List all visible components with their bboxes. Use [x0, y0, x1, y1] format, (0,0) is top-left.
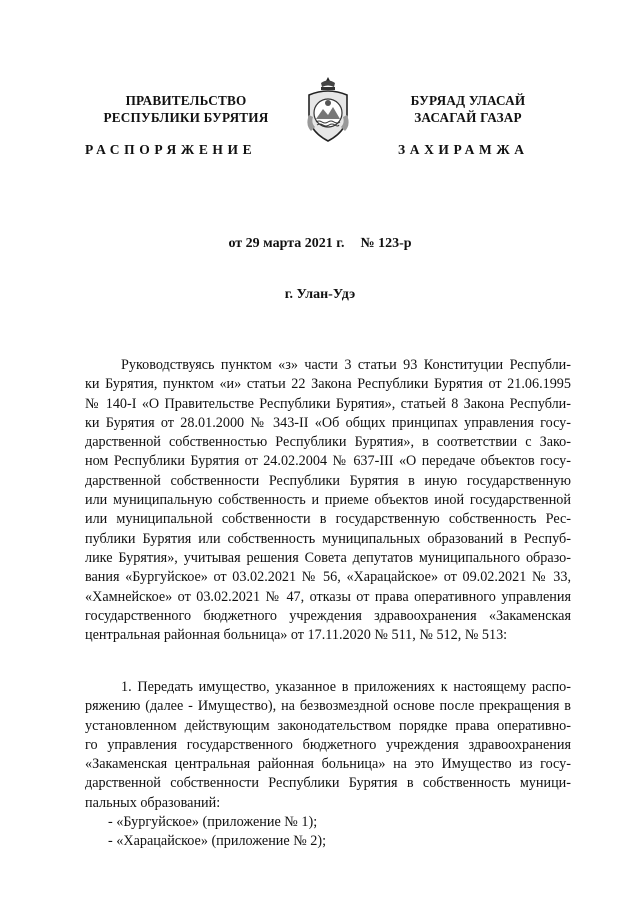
document-date: от 29 марта 2021 г.: [228, 236, 345, 251]
header-right-line2: ЗАСАГАЙ ГАЗАР: [414, 110, 522, 125]
date-number-line: [0, 236, 640, 252]
text-line: или муниципальной собственности в государственную собственность Рес-: [85, 511, 571, 528]
text-line: центральная районная больница» от 17.11.2020 № 511, № 512, № 513:: [85, 627, 508, 644]
header-right-line1: БУРЯАД УЛАСАЙ: [410, 93, 526, 108]
document-number: № 123-р: [360, 236, 412, 251]
text-line: 1. Передать имущество, указанное в приложениях к настоящему распо-: [121, 679, 571, 695]
item-1-paragraph: [85, 678, 571, 813]
text-line: пальных образований:: [85, 794, 221, 811]
text-line: дарственной собственности Республики Бурятия в иную государственную: [85, 472, 571, 489]
text-line: «Закаменская центральная районная больница» на это Имущество из госу-: [85, 756, 571, 773]
list-item: - «Харацайское» (приложение № 2);: [108, 833, 327, 850]
document-kind-right: ЗАХИРАМЖА: [398, 142, 529, 157]
preamble-paragraph: [85, 356, 571, 645]
text-line: публики Бурятия или собственность муниципальных образований в Респуб-: [85, 530, 571, 547]
city-line: г. Улан-Удэ: [284, 287, 356, 302]
text-line: лике Бурятия», учитывая решения Совета депутатов муниципального образо-: [85, 549, 571, 566]
text-line: ки Бурятия от 28.01.2000 № 343-II «Об общих принципах управления госу-: [85, 414, 571, 431]
text-line: № 140-I «О Правительстве Республики Бурятия», статьей 8 Закона Республи-: [85, 395, 571, 412]
text-line: «Хамнейское» от 03.02.2021 № 47, отказы от права оперативного управления: [85, 588, 571, 605]
text-line: установленном действующим законодательством порядке права оперативно-: [85, 717, 571, 734]
text-line: Руководствуясь пунктом «з» части 3 статьи 93 Конституции Республи-: [121, 357, 571, 373]
text-line: го управления государственного бюджетного учреждения здравоохранения: [85, 736, 571, 753]
text-line: дарственной собственности Республики Бурятия в собственность муници-: [85, 775, 571, 792]
header-left-line2: РЕСПУБЛИКИ БУРЯТИЯ: [103, 110, 269, 125]
text-line: государственного бюджетного учреждения здравоохранения «Закаменская: [85, 607, 571, 624]
text-line: ряжению (далее - Имущество), на безвозмездной основе после прекращения в: [85, 698, 571, 715]
header-right-block: [378, 92, 558, 126]
text-line: или муниципальную собственность и приеме объектов иной государственной: [85, 492, 571, 509]
municipality-list: [108, 813, 326, 852]
coat-of-arms-icon: [301, 75, 355, 145]
header-left-line1: ПРАВИТЕЛЬСТВО: [125, 93, 247, 108]
document-kind-left: РАСПОРЯЖЕНИЕ: [85, 142, 257, 157]
text-line: ном Республики Бурятия от 24.02.2004 № 637-III «О передаче объектов госу-: [85, 453, 571, 470]
text-line: дарственной собственностью Республики Бурятия», в соответствии с Зако-: [85, 434, 571, 451]
list-item: - «Бургуйское» (приложение № 1);: [108, 814, 318, 830]
text-line: вания «Бургуйское» от 03.02.2021 № 56, «Харацайское» от 09.02.2021 № 33,: [85, 569, 571, 586]
header-left-block: [86, 92, 286, 126]
text-line: ки Бурятия, пунктом «и» статьи 22 Закона Республики Бурятия от 21.06.1995: [85, 376, 571, 393]
